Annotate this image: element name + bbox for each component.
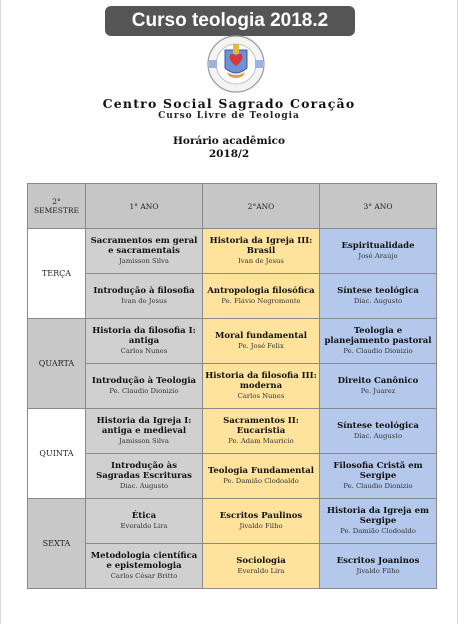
subject-name: Espiritualidade <box>341 241 415 251</box>
class-cell <box>320 499 437 544</box>
class-cell <box>203 499 320 544</box>
institution-name: Centro Social Sagrado Coração <box>102 96 356 111</box>
subject-name: Moral fundamental <box>215 331 307 341</box>
teacher-name: Diac. Augusto <box>353 297 403 305</box>
subject-name: Sociologia <box>236 556 286 566</box>
teacher-name: Carlos César Britto <box>110 572 178 580</box>
teacher-name: Diac. Augusto <box>119 482 169 490</box>
column-header-year3: 3° ANO <box>320 184 437 229</box>
teacher-name: Pe. Claudio Dionizio <box>343 347 413 355</box>
teacher-name: Everaldo Lira <box>237 567 285 575</box>
subject-name: Escritos Joaninos <box>336 556 420 566</box>
subject-name: Historia da Igreja em Sergipe <box>327 506 429 526</box>
institution-logo <box>203 34 269 94</box>
table-row <box>28 319 437 364</box>
subject-name: Ética <box>131 511 157 521</box>
class-cell <box>320 274 437 319</box>
column-header-year1: 1° ANO <box>86 184 203 229</box>
teacher-name: Pe. Damião Clodoaldo <box>340 527 416 535</box>
schedule-title: Horário acadêmico <box>173 135 285 147</box>
teacher-name: Jivaldo Filho <box>239 522 283 530</box>
class-cell <box>320 229 437 274</box>
teacher-name: Ivan de Jesus <box>238 257 284 265</box>
column-header-year2: 2°ANO <box>203 184 320 229</box>
column-header-semester: 2° SEMESTRE <box>28 184 86 229</box>
teacher-name: Ivan de Jesus <box>121 297 167 305</box>
subject-name: Historia da Igreja III: Brasil <box>209 236 313 256</box>
day-label-quinta: QUINTA <box>28 409 86 499</box>
table-row <box>28 454 437 499</box>
class-cell <box>203 544 320 589</box>
subject-name: Metodologia científica e epistemologia <box>90 551 198 571</box>
class-cell <box>86 274 203 319</box>
class-cell <box>86 454 203 499</box>
story-banner: Curso teologia 2018.2 <box>105 6 355 36</box>
class-cell <box>86 229 203 274</box>
table-row <box>28 229 437 274</box>
table-row <box>28 544 437 589</box>
subject-name: Historia da filosofia I: antiga <box>92 326 196 346</box>
teacher-name: José Araújo <box>358 252 398 260</box>
class-cell <box>320 364 437 409</box>
subject-name: Direito Canônico <box>337 376 419 386</box>
subject-name: Síntese teológica <box>337 421 419 431</box>
class-cell <box>86 409 203 454</box>
teacher-name: Pe. Claudio Dionizio <box>343 482 413 490</box>
subject-name: Escritos Paulinos <box>219 511 303 521</box>
subject-name: Sacramentos em geral e sacramentais <box>90 236 198 256</box>
class-cell <box>86 364 203 409</box>
subject-name: Filosofia Cristã em Sergipe <box>333 461 423 481</box>
subject-name: Teologia e planejamento pastoral <box>324 326 432 346</box>
subject-name: Historia da Igreja I: antiga e medieval <box>96 416 192 436</box>
teacher-name: Jamisson Silva <box>119 437 169 445</box>
teacher-name: Pe. Claudio Dionizio <box>109 387 179 395</box>
schedule-period: 2018/2 <box>208 148 250 160</box>
class-cell <box>203 409 320 454</box>
teacher-name: Diac. Augusto <box>353 432 403 440</box>
day-label-quarta: QUARTA <box>28 319 86 409</box>
teacher-name: Pe. Juarez <box>360 387 396 395</box>
teacher-name: Carlos Nunes <box>237 392 285 400</box>
class-cell <box>320 544 437 589</box>
class-cell <box>320 409 437 454</box>
class-cell <box>86 499 203 544</box>
subject-name: Introdução à filosofia <box>93 286 195 296</box>
header-row <box>28 184 437 229</box>
day-label-terca: TERÇA <box>28 229 86 319</box>
schedule-table <box>27 183 437 589</box>
teacher-name: Everaldo Lira <box>120 522 168 530</box>
class-cell <box>203 454 320 499</box>
subject-name: Sacramentos II: Eucaristia <box>223 416 299 436</box>
subject-name: Teologia Fundamental <box>208 466 314 476</box>
class-cell <box>86 319 203 364</box>
teacher-name: Pe. Flávio Negromonte <box>221 297 301 305</box>
table-row <box>28 409 437 454</box>
class-cell <box>203 229 320 274</box>
subject-name: Síntese teológica <box>337 286 419 296</box>
class-cell <box>203 319 320 364</box>
subject-name: Antropologia filosófica <box>207 286 315 296</box>
course-name: Curso Livre de Teologia <box>158 111 300 121</box>
table-row <box>28 499 437 544</box>
day-label-sexta: SEXTA <box>28 499 86 589</box>
table-row <box>28 364 437 409</box>
table-row <box>28 274 437 319</box>
teacher-name: Carlos Nunes <box>120 347 168 355</box>
teacher-name: Pe. José Felix <box>238 342 284 350</box>
subject-name: Introdução à Teologia <box>91 376 197 386</box>
class-cell <box>203 364 320 409</box>
teacher-name: Pe. Adam Mauricio <box>228 437 294 445</box>
teacher-name: Pe. Damião Clodoaldo <box>223 477 299 485</box>
subject-name: Introdução às Sagradas Escrituras <box>96 461 192 481</box>
teacher-name: Jivaldo Filho <box>356 567 400 575</box>
subject-name: Historia da filosofia III: moderna <box>205 371 317 391</box>
class-cell <box>320 319 437 364</box>
teacher-name: Jamisson Silva <box>119 257 169 265</box>
class-cell <box>203 274 320 319</box>
class-cell <box>86 544 203 589</box>
class-cell <box>320 454 437 499</box>
